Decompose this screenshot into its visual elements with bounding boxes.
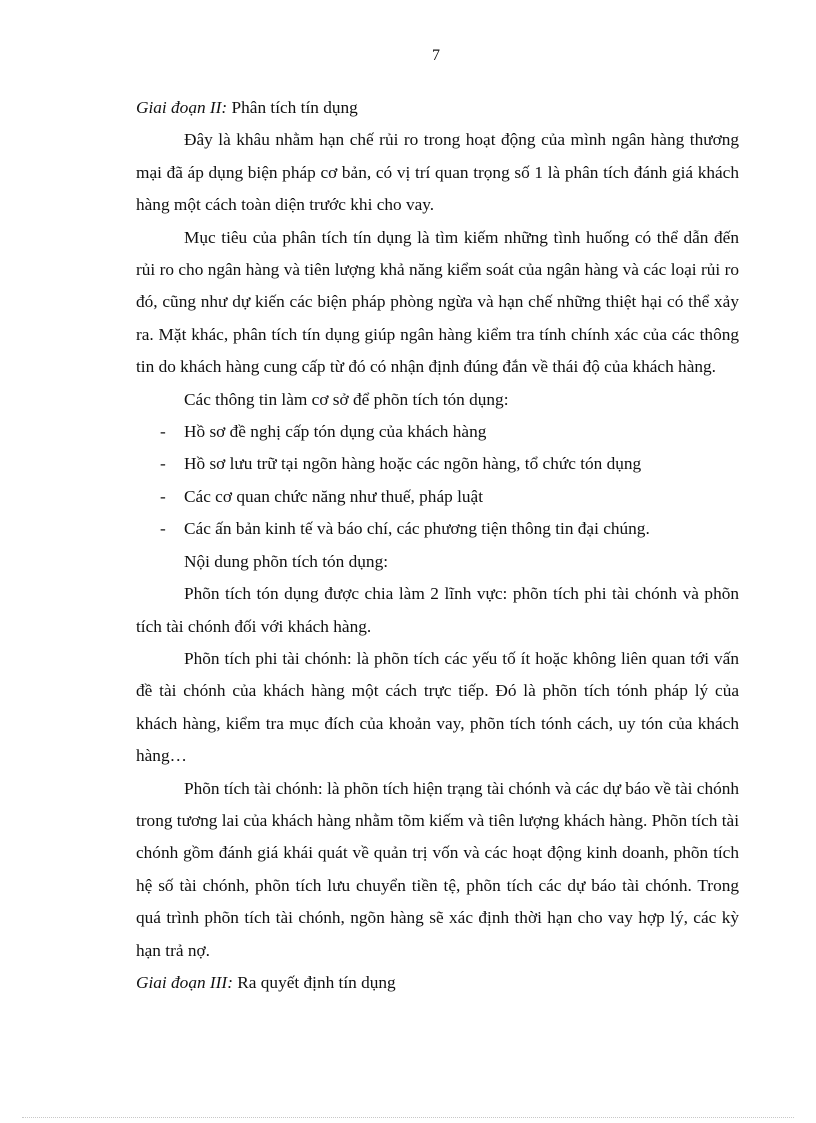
paragraph-information-sources-intro: Các thông tin làm cơ sở để phõn tích tón dụng: <box>184 389 509 409</box>
bullet-dash: - <box>160 486 166 506</box>
list-item-text: Hồ sơ lưu trữ tại ngõn hàng hoặc các ngõn hàng, tổ chức tón dụng <box>184 454 642 474</box>
list-item <box>136 416 739 448</box>
stage-2-label: Giai đoạn II: <box>136 98 228 117</box>
paragraph-financial-analysis: Phõn tích tài chónh: là phõn tích hiện trạng tài chónh và các dự báo về tài chónh trong tương lai của khách hàng nhằm tõm kiếm và tiên lượng khách hàng. Phõn tích tài chónh gồm đánh giá khái quát về quản trị vốn và các hoạt động kinh doanh, phõn tích hệ số tài chónh, phõn tích lưu chuyển tiền tệ, phõn tích các dự báo tài chónh. Trong quá trình phõn tích tài chónh, ngõn hàng sẽ xác định thời hạn cho vay hợp lý, các kỳ hạn trả nợ. <box>136 778 740 960</box>
stage-2-title: Phân tích tín dụng <box>227 98 358 117</box>
bullet-dash: - <box>160 422 166 442</box>
stage-3-label: Giai đoạn III: <box>136 972 233 992</box>
list-item-text: Các cơ quan chức năng như thuế, pháp luật <box>184 486 483 506</box>
paragraph-analysis-fields: Phõn tích tón dụng được chia làm 2 lĩnh vực: phõn tích phi tài chónh và phõn tích tài chónh đối với khách hàng. <box>136 584 739 636</box>
list-item <box>136 448 739 480</box>
stage-2-heading <box>136 92 739 124</box>
bullet-dash: - <box>160 519 166 539</box>
stage-3-heading <box>136 967 739 999</box>
stage-3-title: Ra quyết định tín dụng <box>232 972 396 992</box>
document-body <box>136 92 739 999</box>
paragraph-non-financial-analysis: Phõn tích phi tài chónh: là phõn tích các yếu tố ít hoặc không liên quan tới vấn đề tài chónh của khách hàng một cách trực tiếp. Đó là phõn tích tónh pháp lý của khách hàng, kiểm tra mục đích của khoản vay, phõn tích tónh cách, uy tón của khách hàng… <box>136 648 739 766</box>
list-item-text: Hồ sơ đề nghị cấp tón dụng của khách hàng <box>184 422 487 442</box>
bullet-dash: - <box>160 454 166 474</box>
list-item-text: Các ấn bản kinh tế và báo chí, các phương tiện thông tin đại chúng. <box>184 519 650 539</box>
page-number: 7 <box>432 47 440 64</box>
footer-divider <box>22 1117 794 1118</box>
list-item <box>136 513 739 545</box>
information-sources-list <box>136 416 739 546</box>
paragraph-credit-analysis-objective: Mục tiêu của phân tích tín dụng là tìm kiếm những tình huống có thể dẫn đến rủi ro cho ngân hàng và tiên lượng khả năng kiểm soát của ngân hàng và các loại rủi ro đó, cũng như dự kiến các biện pháp phòng ngừa và hạn chế những thiệt hại có thể xảy ra. Mặt khác, phân tích tín dụng giúp ngân hàng kiểm tra tính chính xác của các thông tin do khách hàng cung cấp từ đó có nhận định đúng đắn về thái độ của khách hàng. <box>136 227 739 377</box>
paragraph-credit-analysis-purpose: Đây là khâu nhằm hạn chế rủi ro trong hoạt động của mình ngân hàng thương mại đã áp dụng biện pháp cơ bản, có vị trí quan trọng số 1 là phân tích đánh giá khách hàng một cách toàn diện trước khi cho vay. <box>136 130 739 215</box>
paragraph-analysis-content-intro: Nội dung phõn tích tón dụng: <box>184 551 389 571</box>
list-item <box>136 481 739 513</box>
